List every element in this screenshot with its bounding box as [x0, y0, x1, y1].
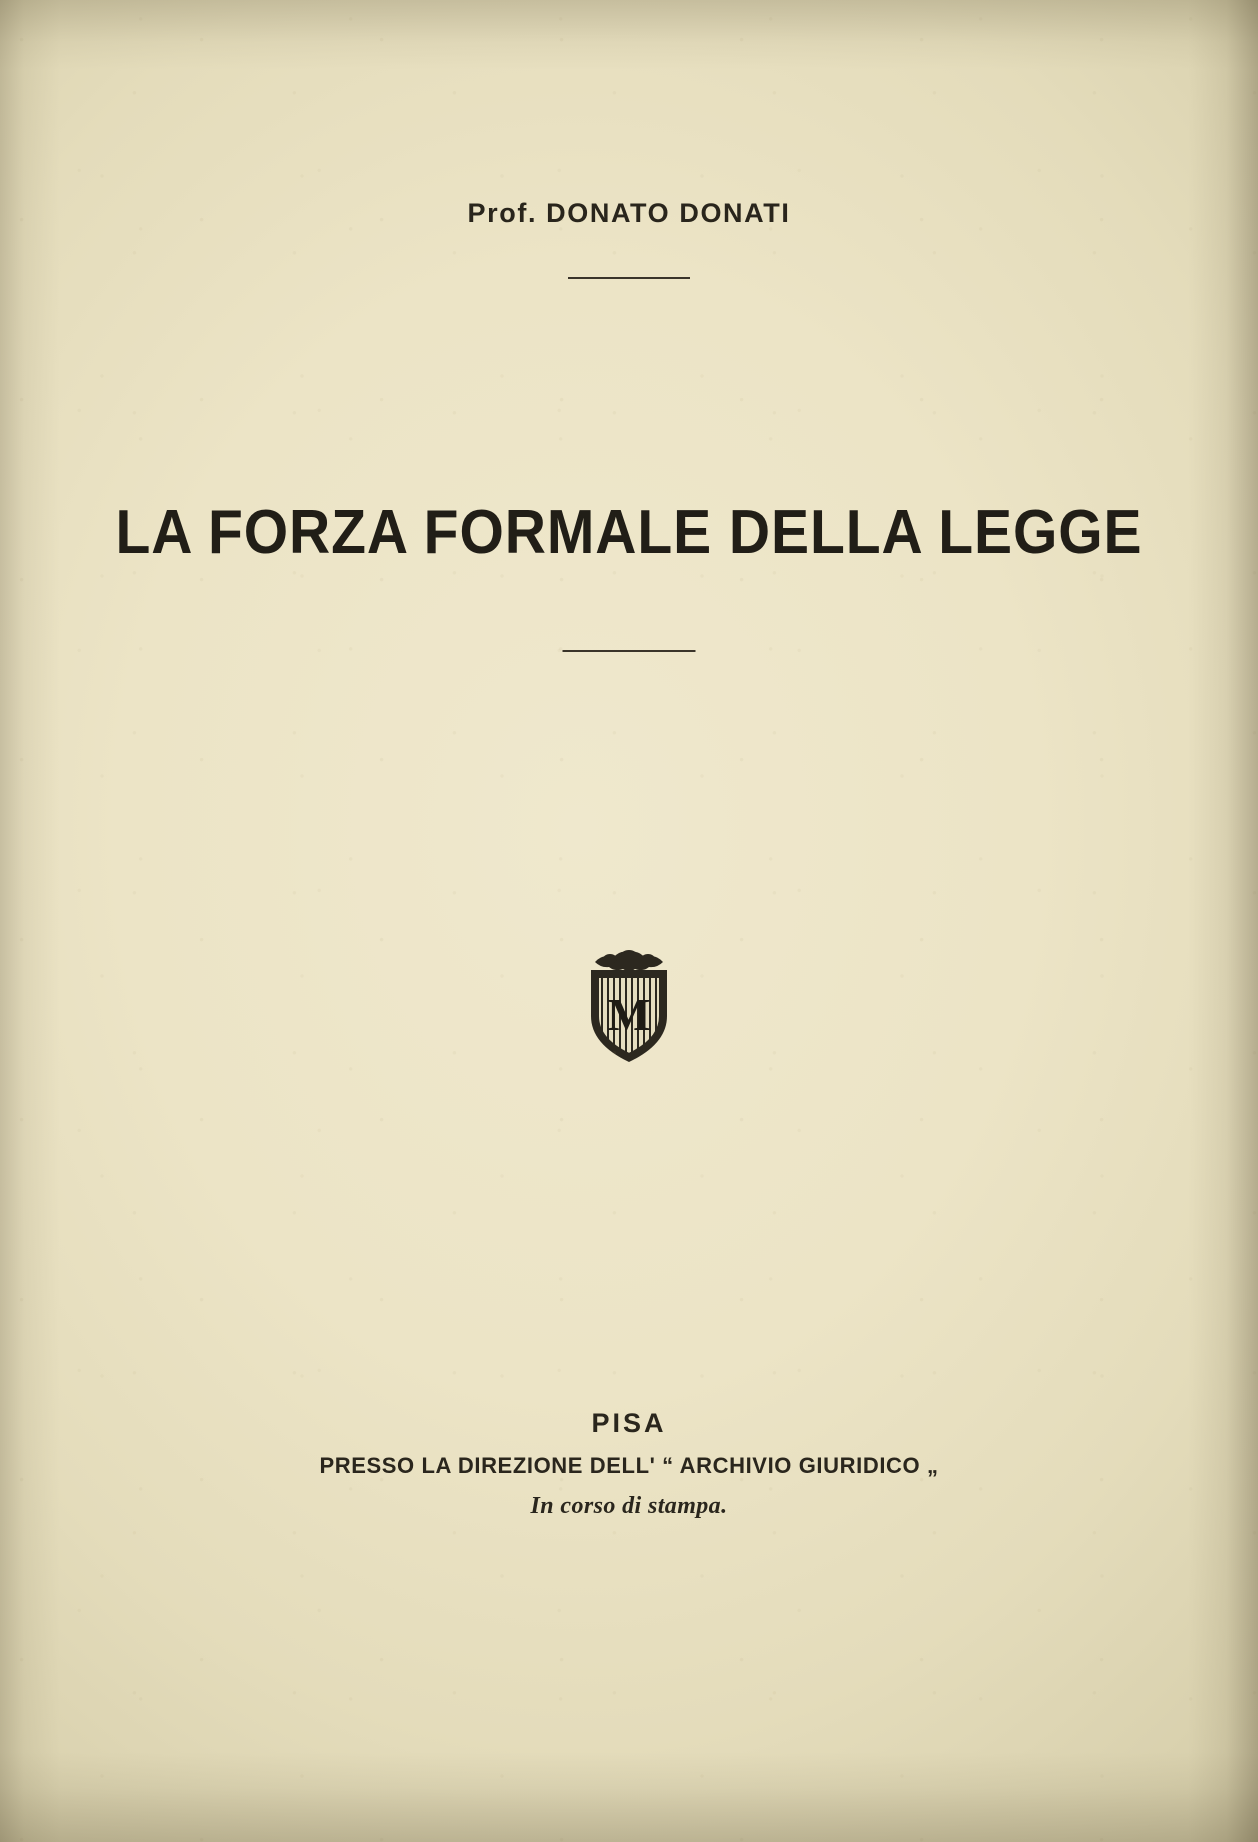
divider-rule-top — [568, 277, 690, 279]
imprint-publisher: PRESSO LA DIREZIONE DELL' “ ARCHIVIO GIURIDICO „ — [319, 1453, 939, 1478]
publisher-device-icon — [577, 948, 681, 1066]
imprint-city: PISA — [591, 1408, 667, 1438]
imprint-block — [0, 1408, 1258, 1520]
divider-rule-middle — [563, 650, 696, 652]
imprint-note: In corso di stampa. — [530, 1493, 728, 1519]
author-name: Prof. DONATO DONATI — [467, 198, 791, 228]
svg-text:M: M — [607, 989, 651, 1040]
page-title: LA FORZA FORMALE DELLA LEGGE — [115, 498, 1143, 567]
